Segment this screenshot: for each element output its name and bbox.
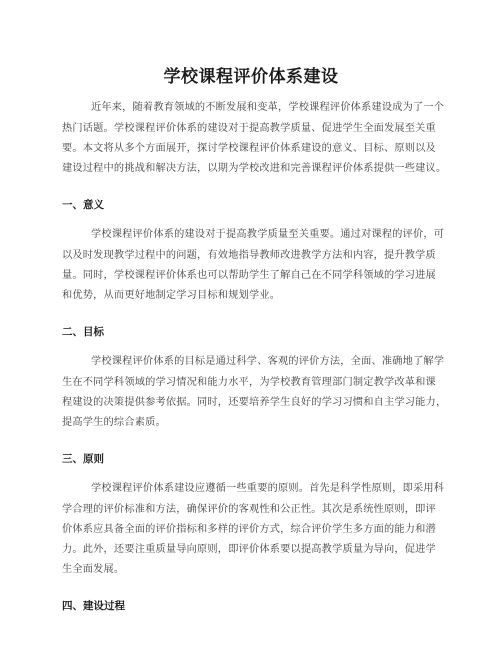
- intro-line: 建设过程中的挑战和解决方法，以期为学校改进和完善课程评价体系提供一些建议。: [62, 163, 447, 174]
- section-3-line: 力。此外，还要注重质量导向原则，即评价体系要以提高教学质量为导向，促进学: [62, 544, 436, 555]
- section-3-line: 学合理的评价标准和方法，确保评价的客观性和公正性。其次是系统性原则，即评: [62, 504, 436, 515]
- section-heading-significance: 一、意义: [62, 199, 104, 211]
- section-1-line: 学校课程评价体系的建设对于提高教学质量至关重要。通过对课程的评价，可: [91, 229, 445, 240]
- section-1-line: 量。同时，学校课程评价体系也可以帮助学生了解自己在不同学科领域的学习进展: [62, 270, 436, 281]
- section-2-line: 学校课程评价体系的目标是通过科学、客观的评价方法，全面、准确地了解学: [91, 356, 445, 367]
- section-1-line: 和优势，从而更好地制定学习目标和规划学业。: [62, 290, 281, 301]
- section-2-line: 程建设的决策提供参考依据。同时，还要培养学生良好的学习习惯和自主学习能力，: [62, 397, 447, 408]
- section-3-line: 价体系应具备全面的评价指标和多样的评价方式，综合评价学生多方面的能力和潜: [62, 524, 436, 535]
- section-3-line: 学校课程评价体系建设应遵循一些重要的原则。首先是科学性原则，即采用科: [91, 483, 445, 494]
- section-1-line: 以及时发现教学过程中的问题，有效地指导教师改进教学方法和内容，提升教学质: [62, 250, 436, 261]
- section-2-line: 提高学生的综合素质。: [62, 417, 166, 428]
- intro-line: 要。本文将从多个方面展开，探讨学校课程评价体系建设的意义、目标、原则以及: [62, 143, 436, 154]
- section-3-line: 生全面发展。: [62, 564, 125, 575]
- section-heading-goals: 二、目标: [62, 326, 104, 338]
- intro-line: 热门话题。学校课程评价体系的建设对于提高教学质量、促进学生全面发展至关重: [62, 123, 436, 134]
- section-heading-process: 四、建设过程: [62, 600, 125, 612]
- section-2-line: 生在不同学科领域的学习情况和能力水平，为学校教育管理部门制定教学改革和课: [62, 377, 436, 388]
- document-title: 学校课程评价体系建设: [163, 67, 339, 87]
- intro-line: 近年来，随着教育领域的不断发展和变革，学校课程评价体系建设成为了一个: [91, 102, 445, 113]
- section-heading-principles: 三、原则: [62, 453, 104, 465]
